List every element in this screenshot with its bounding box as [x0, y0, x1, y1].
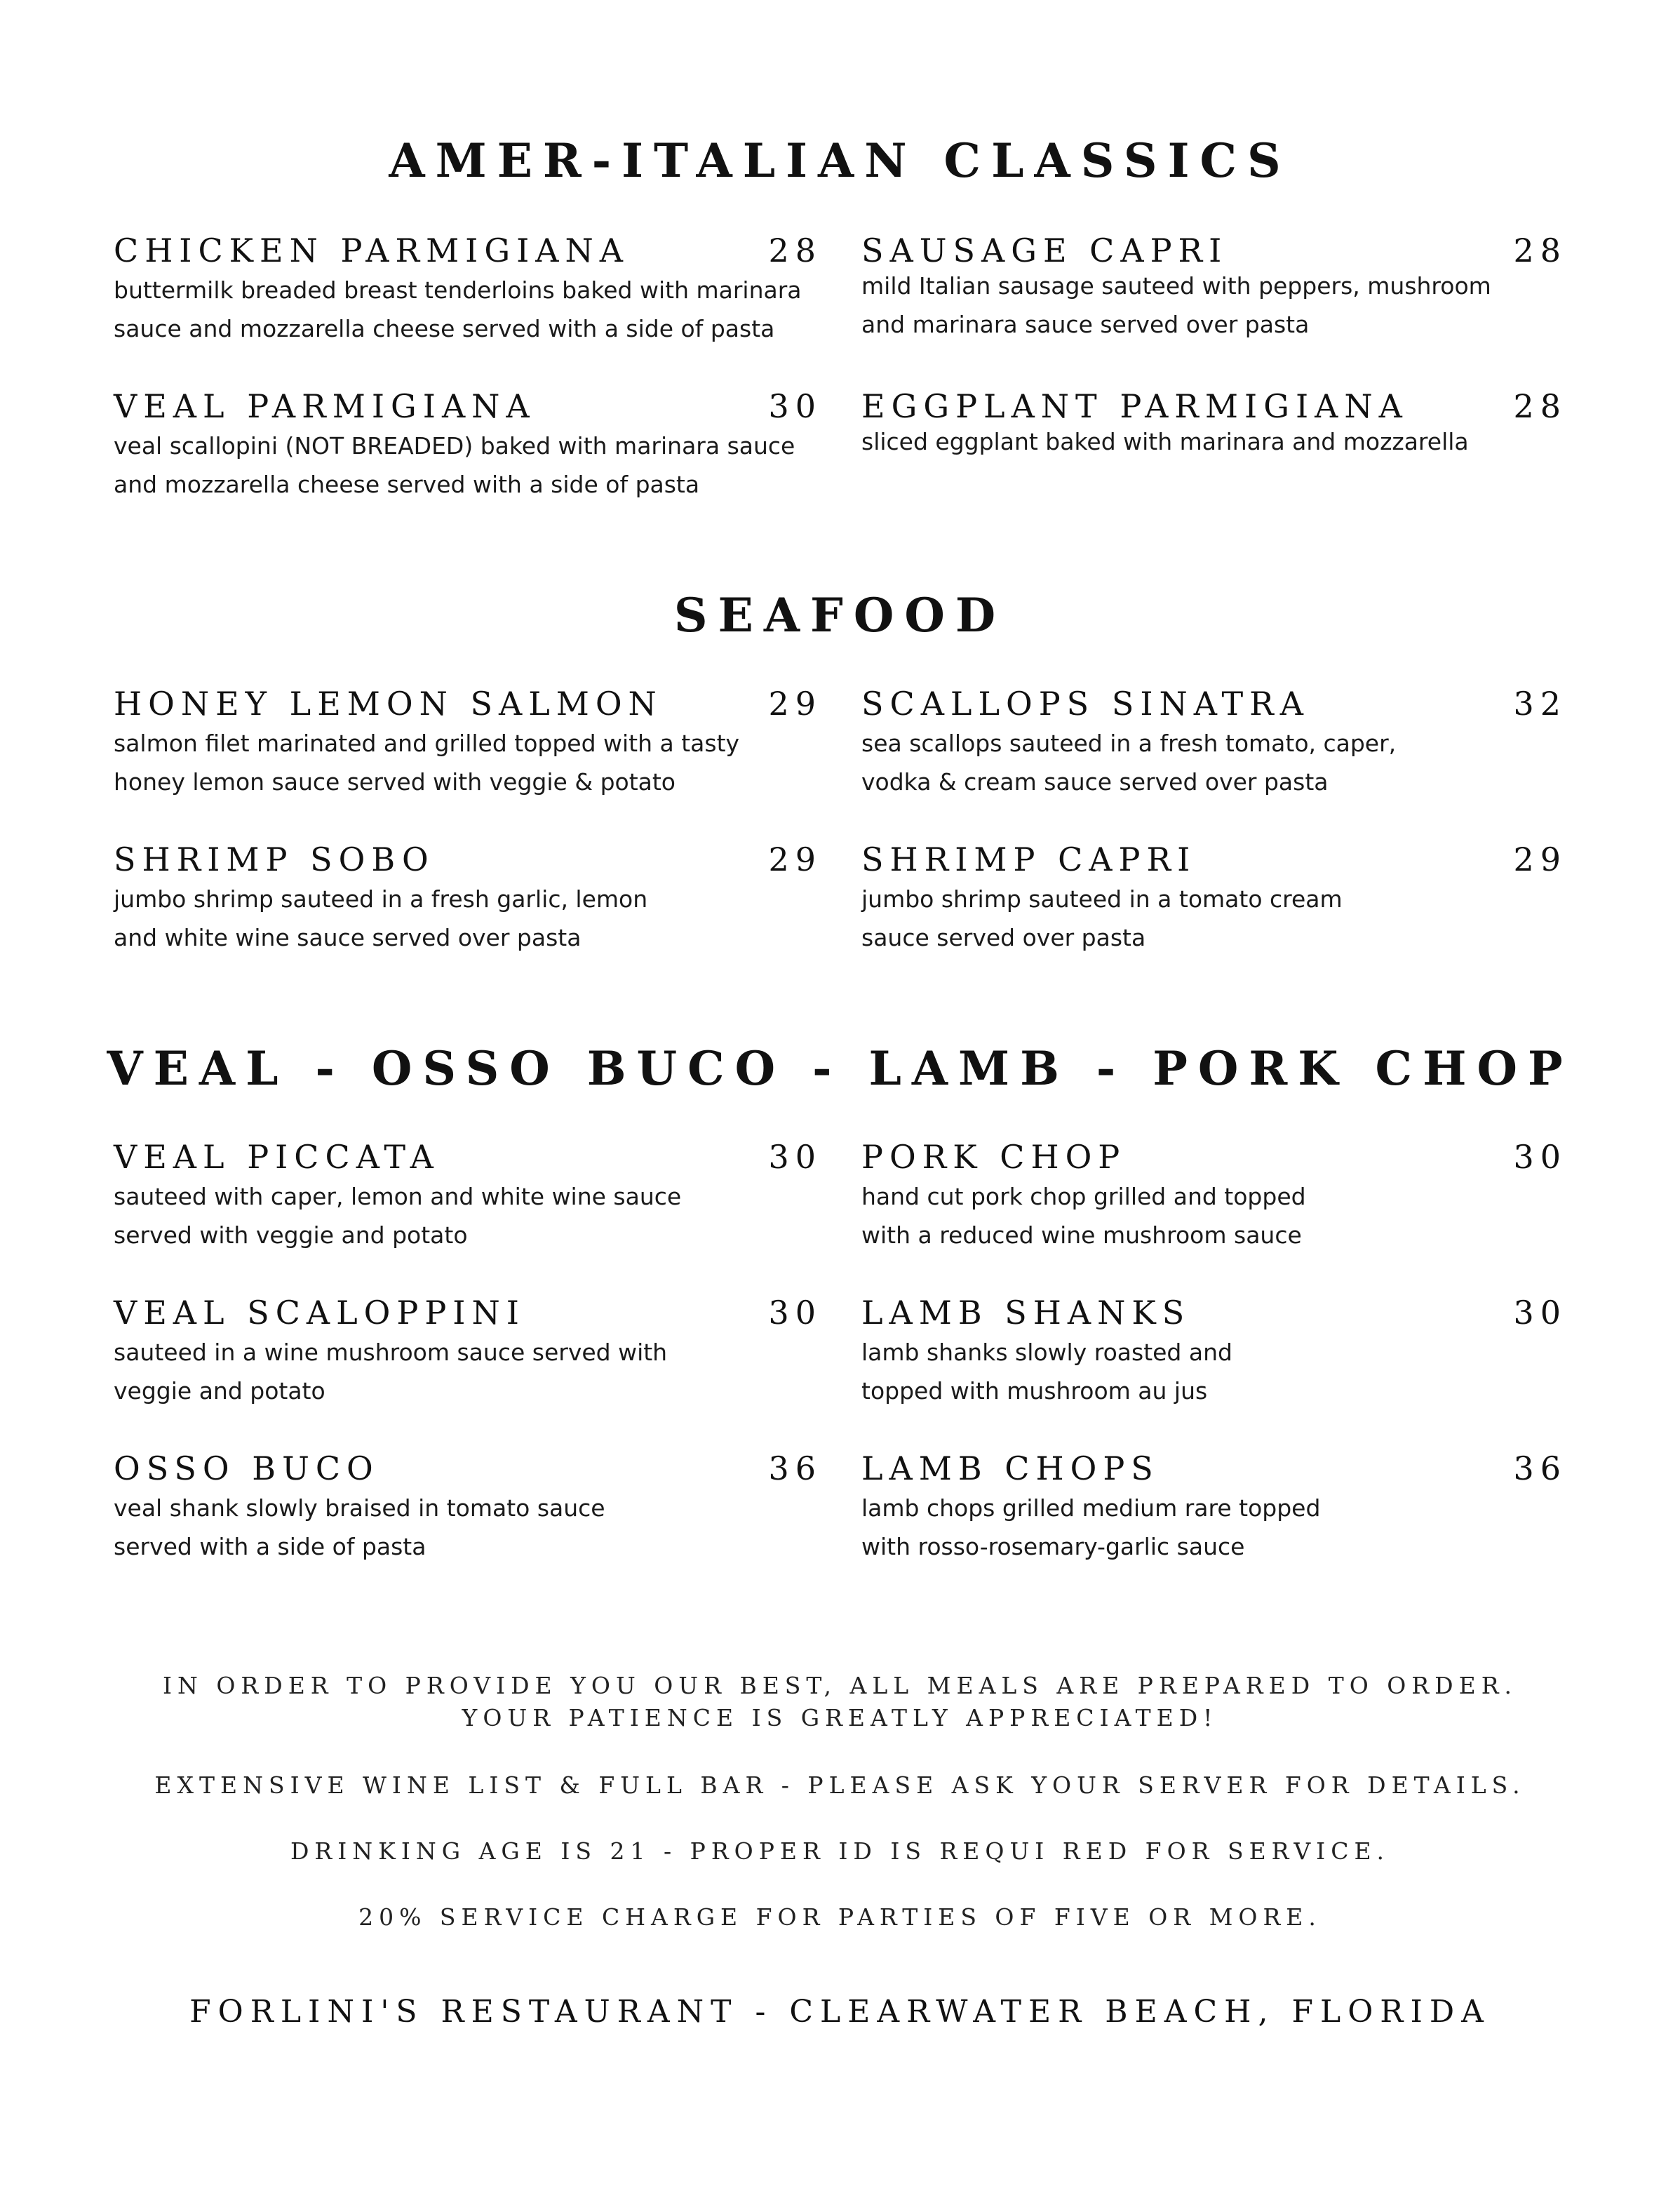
note-wine-list: EXTENSIVE WINE LIST & FULL BAR - PLEASE ASK YOUR SERVER FOR DETAILS.	[154, 1771, 1526, 1799]
note-drinking-age: DRINKING AGE IS 21 - PROPER ID IS REQUI RED FOR SERVICE.	[290, 1837, 1390, 1865]
item-name: SCALLOPS SINATRA	[861, 685, 1310, 723]
note-prepared-to-order: IN ORDER TO PROVIDE YOU OUR BEST, ALL MEALS ARE PREPARED TO ORDER.	[162, 1672, 1518, 1699]
item-description: salmon filet marinated and grilled topped with a tasty honey lemon sauce served with veggie & potato	[114, 730, 740, 796]
item-description: veal shank slowly braised in tomato sauce served with a side of pasta	[114, 1494, 605, 1560]
item-name: EGGPLANT PARMIGIANA	[861, 387, 1409, 425]
item-price: 28	[1513, 387, 1567, 425]
item-description: sliced eggplant baked with marinara and mozzarella	[861, 428, 1469, 455]
item-description: hand cut pork chop grilled and topped with a reduced wine mushroom sauce	[861, 1183, 1306, 1249]
item-name: LAMB CHOPS	[861, 1449, 1160, 1487]
item-description: buttermilk breaded breast tenderloins baked with marinara sauce and mozzarella cheese served with a side of pasta	[114, 276, 802, 342]
note-patience: YOUR PATIENCE IS GREATLY APPRECIATED!	[462, 1704, 1218, 1731]
menu-item-scallops-sinatra	[861, 685, 1567, 801]
item-description: lamb shanks slowly roasted and topped with mushroom au jus	[861, 1339, 1232, 1405]
item-name: PORK CHOP	[861, 1138, 1127, 1176]
item-name: SAUSAGE CAPRI	[861, 232, 1228, 269]
item-price: 32	[1513, 685, 1567, 723]
menu-item-veal-parmigiana	[114, 387, 822, 504]
menu-item-osso-buco	[114, 1449, 822, 1566]
item-description: jumbo shrimp sauteed in a tomato cream sauce served over pasta	[861, 885, 1343, 951]
item-name: SHRIMP CAPRI	[861, 840, 1197, 878]
item-price: 30	[1513, 1294, 1567, 1332]
menu-item-veal-piccata	[114, 1138, 822, 1254]
item-name: VEAL PICCATA	[114, 1138, 440, 1176]
menu-item-shrimp-capri	[861, 840, 1567, 957]
item-price: 29	[768, 685, 822, 723]
menu-item-honey-lemon-salmon	[114, 685, 822, 801]
menu-item-pork-chop	[861, 1138, 1567, 1254]
item-price: 30	[768, 1294, 822, 1332]
menu-item-veal-scaloppini	[114, 1296, 822, 1410]
item-price: 30	[768, 1138, 822, 1176]
section-title-classics: AMER-ITALIAN CLASSICS	[389, 133, 1291, 188]
item-price: 28	[768, 232, 822, 269]
restaurant-footer: FORLINI'S RESTAURANT - CLEARWATER BEACH, FLORIDA	[189, 1994, 1491, 2030]
item-name: CHICKEN PARMIGIANA	[114, 232, 629, 269]
menu-item-sausage-capri	[861, 234, 1567, 344]
item-price: 29	[768, 840, 822, 878]
item-price: 36	[768, 1449, 822, 1487]
item-price: 30	[1513, 1138, 1567, 1176]
menu-item-shrimp-sobo	[114, 840, 822, 957]
item-name: VEAL PARMIGIANA	[114, 387, 536, 425]
section-title-seafood: SEAFOOD	[673, 588, 1007, 643]
item-price: 29	[1513, 840, 1567, 878]
item-description: mild Italian sausage sauteed with peppers, mushroom and marinara sauce served over pasta	[861, 272, 1491, 338]
item-price: 28	[1513, 232, 1567, 269]
item-description: veal scallopini (NOT BREADED) baked with marinara sauce and mozzarella cheese served with a side of pasta	[114, 432, 795, 498]
note-service-charge: 20% SERVICE CHARGE FOR PARTIES OF FIVE OR MORE.	[358, 1903, 1322, 1931]
menu-item-chicken-parmigiana	[114, 234, 822, 348]
item-price: 30	[768, 387, 822, 425]
menu-item-lamb-shanks	[861, 1296, 1567, 1410]
item-name: VEAL SCALOPPINI	[114, 1294, 525, 1332]
item-name: LAMB SHANKS	[861, 1294, 1191, 1332]
item-name: OSSO BUCO	[114, 1449, 379, 1487]
item-description: sauteed in a wine mushroom sauce served with veggie and potato	[114, 1339, 668, 1405]
item-description: jumbo shrimp sauteed in a fresh garlic, lemon and white wine sauce served over pasta	[114, 885, 648, 951]
menu-item-eggplant-parmigiana	[861, 387, 1567, 461]
item-description: lamb chops grilled medium rare topped with rosso-rosemary-garlic sauce	[861, 1494, 1321, 1560]
item-price: 36	[1513, 1449, 1567, 1487]
item-name: HONEY LEMON SALMON	[114, 685, 663, 723]
menu-item-lamb-chops	[861, 1449, 1567, 1566]
item-description: sea scallops sauteed in a fresh tomato, caper, vodka & cream sauce served over pasta	[861, 730, 1397, 796]
section-title-veal-lamb-pork: VEAL - OSSO BUCO - LAMB - PORK CHOP	[107, 1041, 1573, 1096]
item-description: sauteed with caper, lemon and white wine sauce served with veggie and potato	[114, 1183, 682, 1249]
item-name: SHRIMP SOBO	[114, 840, 435, 878]
